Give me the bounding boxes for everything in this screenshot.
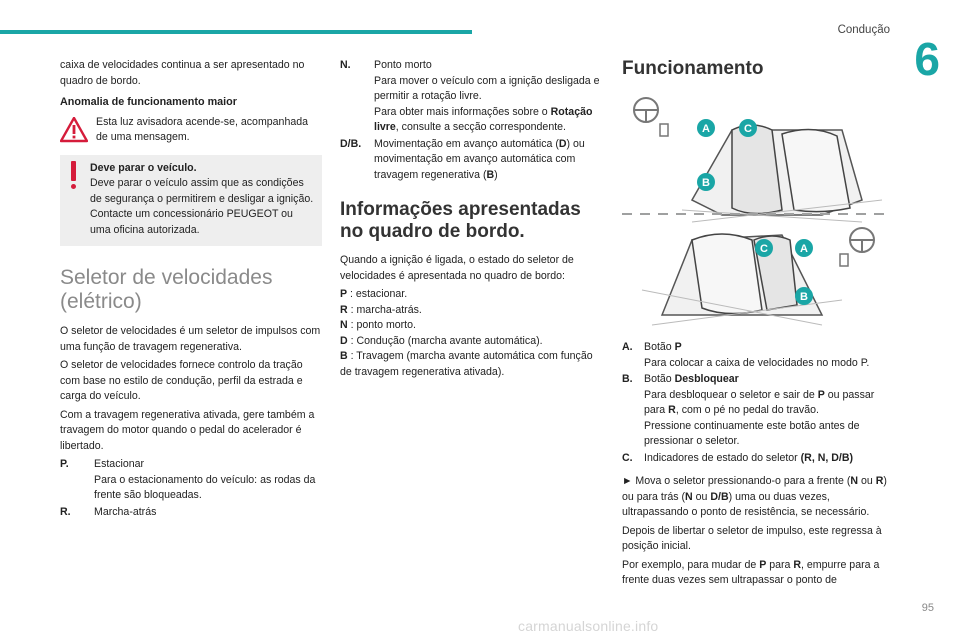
label-a-bottom: A <box>800 243 808 255</box>
notice-text: Deve parar o veículo assim que as condições de segurança o permitirem e desligar a ignição. Contacte um concessionário PEUGEOT ou uma oficina autorizada. <box>90 177 314 236</box>
selector-paragraph-3: Com a travagem regenerativa ativada, gere também a travagem do motor quando o pedal do acelerador é libertado. <box>60 408 315 452</box>
steering-wheel-icon-left-hand <box>634 98 668 136</box>
notice-title: Deve parar o veículo. <box>90 161 197 174</box>
def-p: P. Estacionar Para o estacionamento do veículo: as rodas da frente são bloqueadas. <box>60 458 316 501</box>
release-paragraph: Depois de libertar o seletor de impulso, este regressa à posição inicial. <box>622 524 882 552</box>
label-c-top: C <box>744 123 752 135</box>
def-n: N. Ponto morto Para mover o veículo com a ignição desligada e permitir a rotação livre. Para obter mais informações sobre o Rotação livre, consulte a secção correspondente. <box>340 59 600 133</box>
watermark: carmanualsonline.info <box>518 618 659 634</box>
label-a-top: A <box>702 123 710 135</box>
selector-paragraph-2: O seletor de velocidades fornece controlo da tração com base no estilo de condução, perfil da estrada e carga do veículo. <box>60 359 303 402</box>
item-c: C. Indicadores de estado do seletor (R, N, D/B) <box>622 451 854 464</box>
dashboard-info-intro: Quando a ignição é ligada, o estado do seletor de velocidades é apresentada no quadro de bordo: <box>340 254 574 282</box>
selector-top <box>682 125 882 222</box>
def-db: D/B. Movimentação em avanço automática (D) ou movimentação em avanço automática com travagem regenerativa (B) <box>340 137 585 181</box>
state-item: R : marcha-atrás. <box>340 303 422 316</box>
state-list <box>340 287 602 380</box>
state-item: D : Condução (marcha avante automática). <box>340 334 543 347</box>
state-item: B : Travagem (marcha avante automática com função de travagem regenerativa ativada). <box>340 350 593 378</box>
item-a: A. Botão P Para colocar a caixa de velocidades no modo P. <box>622 341 870 369</box>
header-accent-bar <box>0 30 472 34</box>
state-item: N : ponto morto. <box>340 319 416 331</box>
header-section-title: Condução <box>837 24 890 36</box>
intro-paragraph: caixa de velocidades continua a ser apresentado no quadro de bordo. <box>60 59 305 87</box>
label-c-bottom: C <box>760 243 768 255</box>
state-item: P : estacionar. <box>340 288 408 300</box>
column-3 <box>622 58 892 592</box>
action-paragraph: ► Mova o seletor pressionando-o para a frente (N ou R) ou para trás (N ou D/B) uma ou duas vezes, ultrapassando o ponto de resistência, se necessário. <box>622 475 887 518</box>
stop-vehicle-notice <box>60 155 322 247</box>
item-b: B. Botão Desbloquear Para desbloquear o seletor e sair de P ou passar para R, com o pé no pedal do travão. Pressione continuamente este botão antes de pressionar o seletor. <box>622 373 875 447</box>
gear-selector-drawing <box>622 90 890 330</box>
anomaly-warning <box>60 115 322 149</box>
label-b-bottom: B <box>800 291 808 303</box>
column-1 <box>60 58 322 521</box>
exclamation-icon <box>71 161 77 191</box>
anomaly-text: Esta luz avisadora acende-se, acompanhada de uma mensagem. <box>96 115 309 143</box>
steering-wheel-icon-right-hand <box>840 228 874 266</box>
example-paragraph: Por exemplo, para mudar de P para R, empurre para a frente duas vezes sem ultrapassar o ponto de <box>622 558 880 586</box>
selector-paragraph-1: O seletor de velocidades é um seletor de impulsos com uma função de travagem regenerativa. <box>60 325 321 353</box>
column-2 <box>340 58 602 380</box>
warning-triangle-icon <box>60 117 88 143</box>
selector-title: Seletor de velocidades (elétrico) <box>60 266 273 313</box>
page-number: 95 <box>921 602 934 614</box>
gear-selector-illustration <box>622 90 890 330</box>
dashboard-info-title: Informações apresentadas no quadro de bordo. <box>340 199 581 242</box>
operation-title: Funcionamento <box>622 58 764 79</box>
anomaly-heading: Anomalia de funcionamento maior <box>60 96 237 108</box>
def-r: R. Marcha-atrás <box>60 505 157 518</box>
chapter-number: 6 <box>914 33 940 85</box>
label-b-top: B <box>702 177 710 189</box>
